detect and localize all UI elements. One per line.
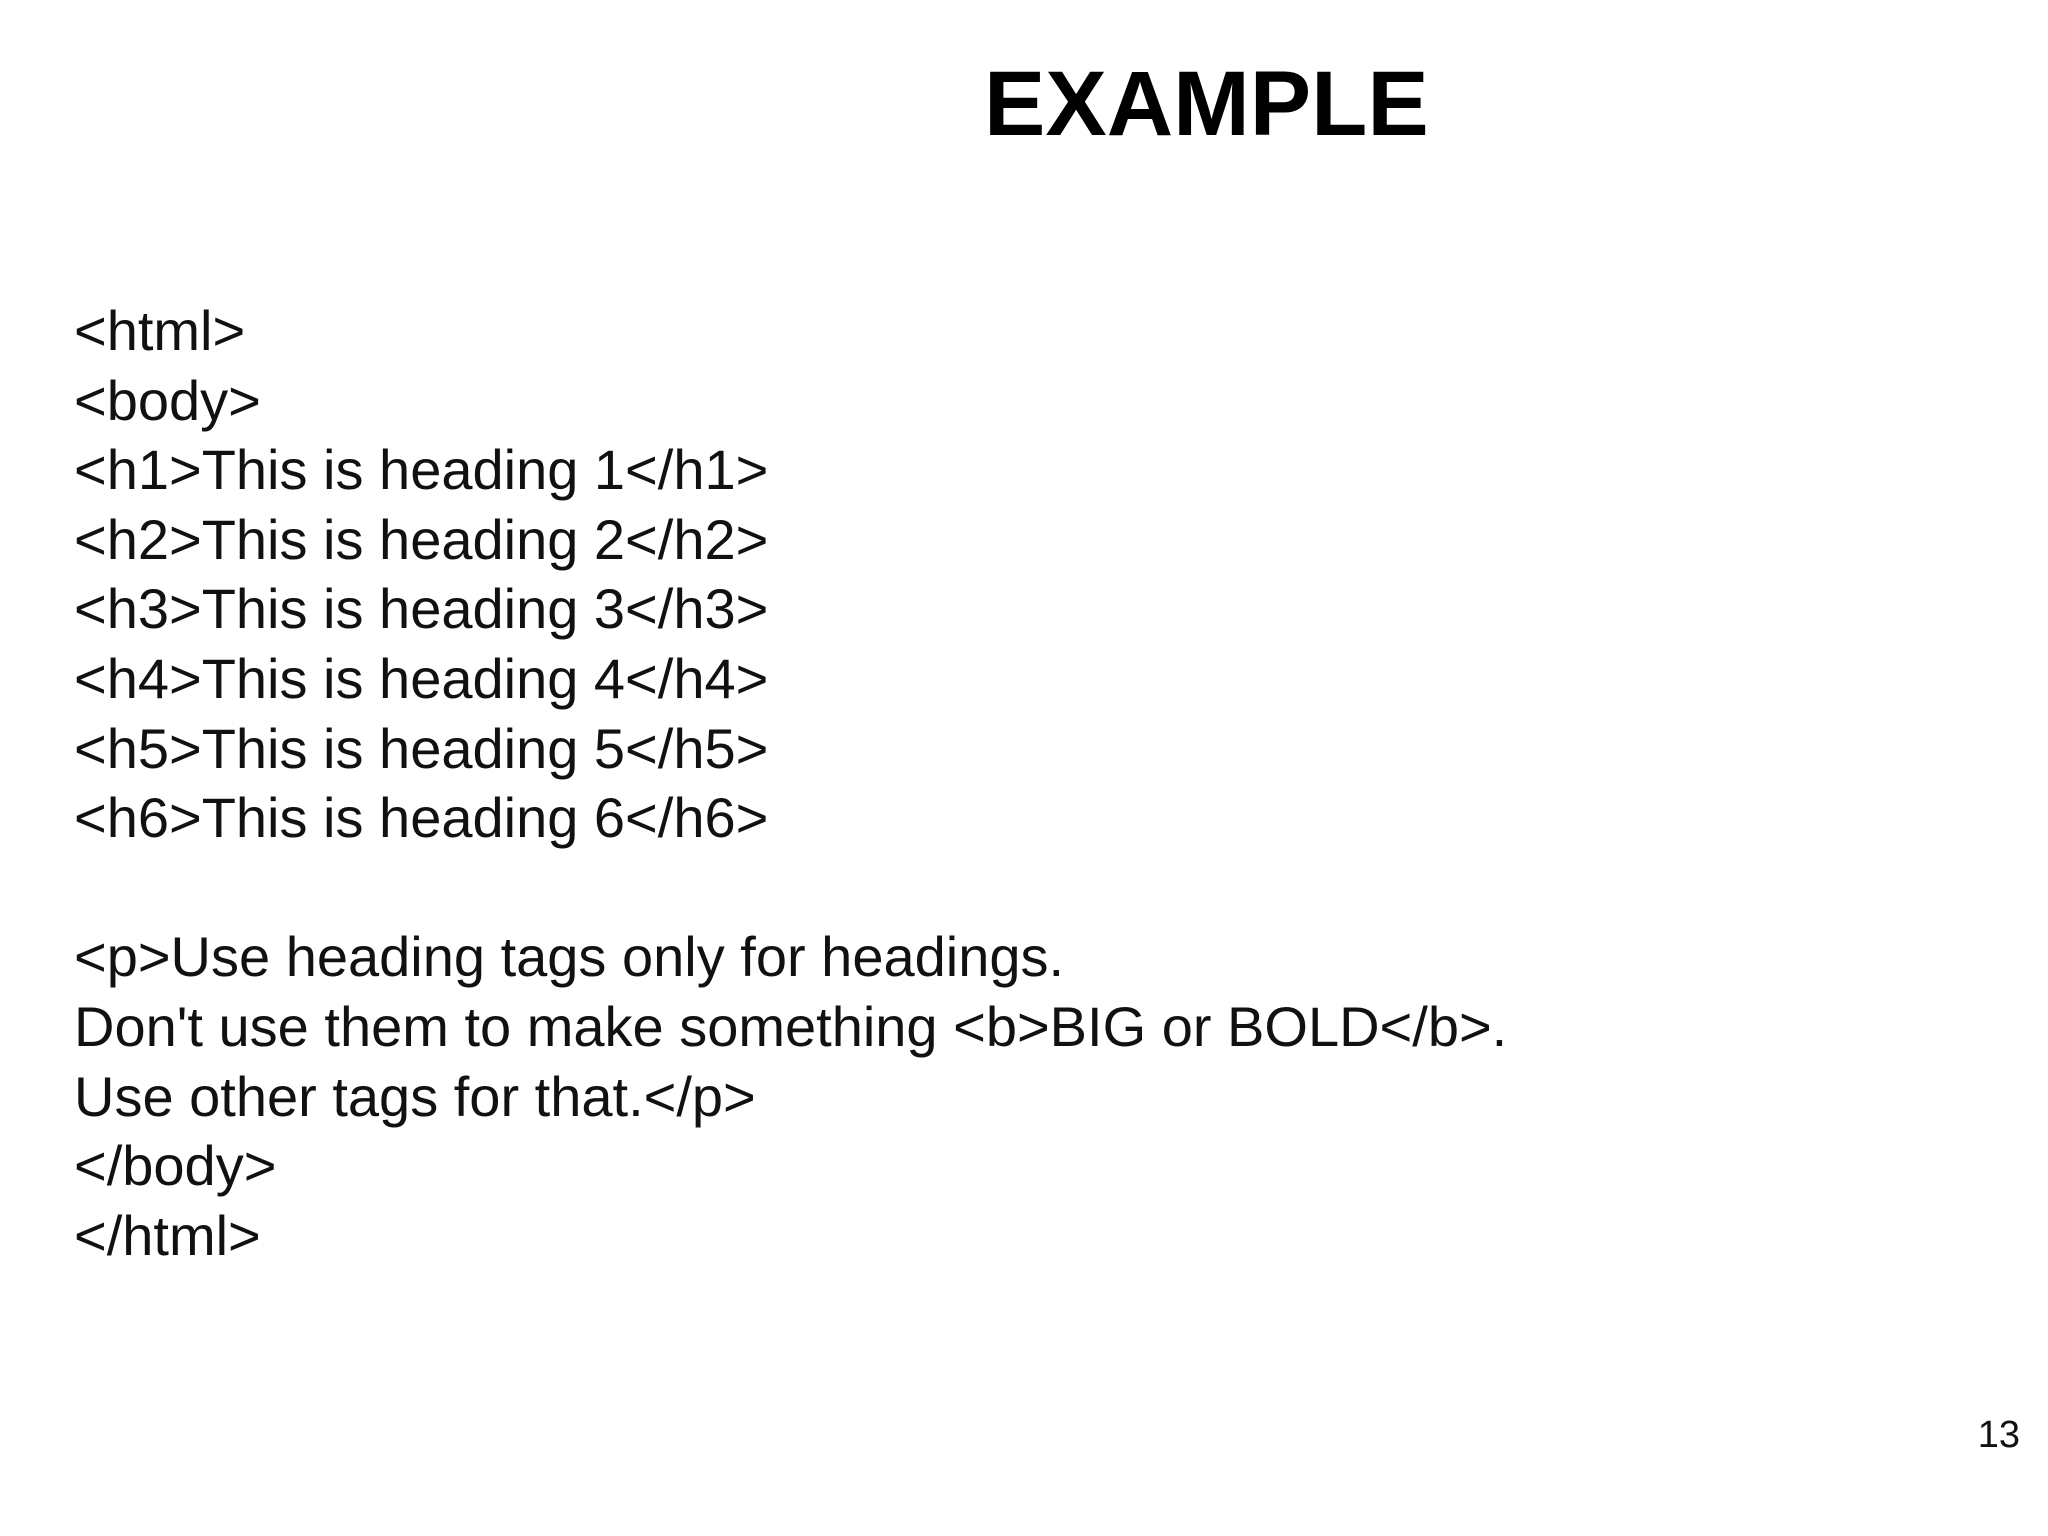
blank-line (74, 853, 1507, 923)
code-line: </html> (74, 1203, 261, 1267)
code-line: <h1>This is heading 1</h1> (74, 438, 769, 502)
code-line: Don't use them to make something <b>BIG or BOLD</b>. (74, 994, 1508, 1058)
code-line: <h3>This is heading 3</h3> (74, 577, 769, 641)
code-example (74, 296, 1507, 1270)
page-number: 13 (1977, 1414, 2020, 1456)
code-line: <h2>This is heading 2</h2> (74, 507, 769, 571)
slide-title: EXAMPLE (984, 53, 1429, 155)
code-line: <h5>This is heading 5</h5> (74, 716, 769, 780)
code-line: <h6>This is heading 6</h6> (74, 786, 769, 850)
code-line: </body> (74, 1134, 277, 1198)
code-line: <p>Use heading tags only for headings. (74, 925, 1065, 989)
code-line: <body> (74, 368, 261, 432)
code-line: <html> (74, 299, 246, 362)
code-line: Use other tags for that.</p> (74, 1064, 756, 1128)
code-line: <h4>This is heading 4</h4> (74, 646, 769, 710)
